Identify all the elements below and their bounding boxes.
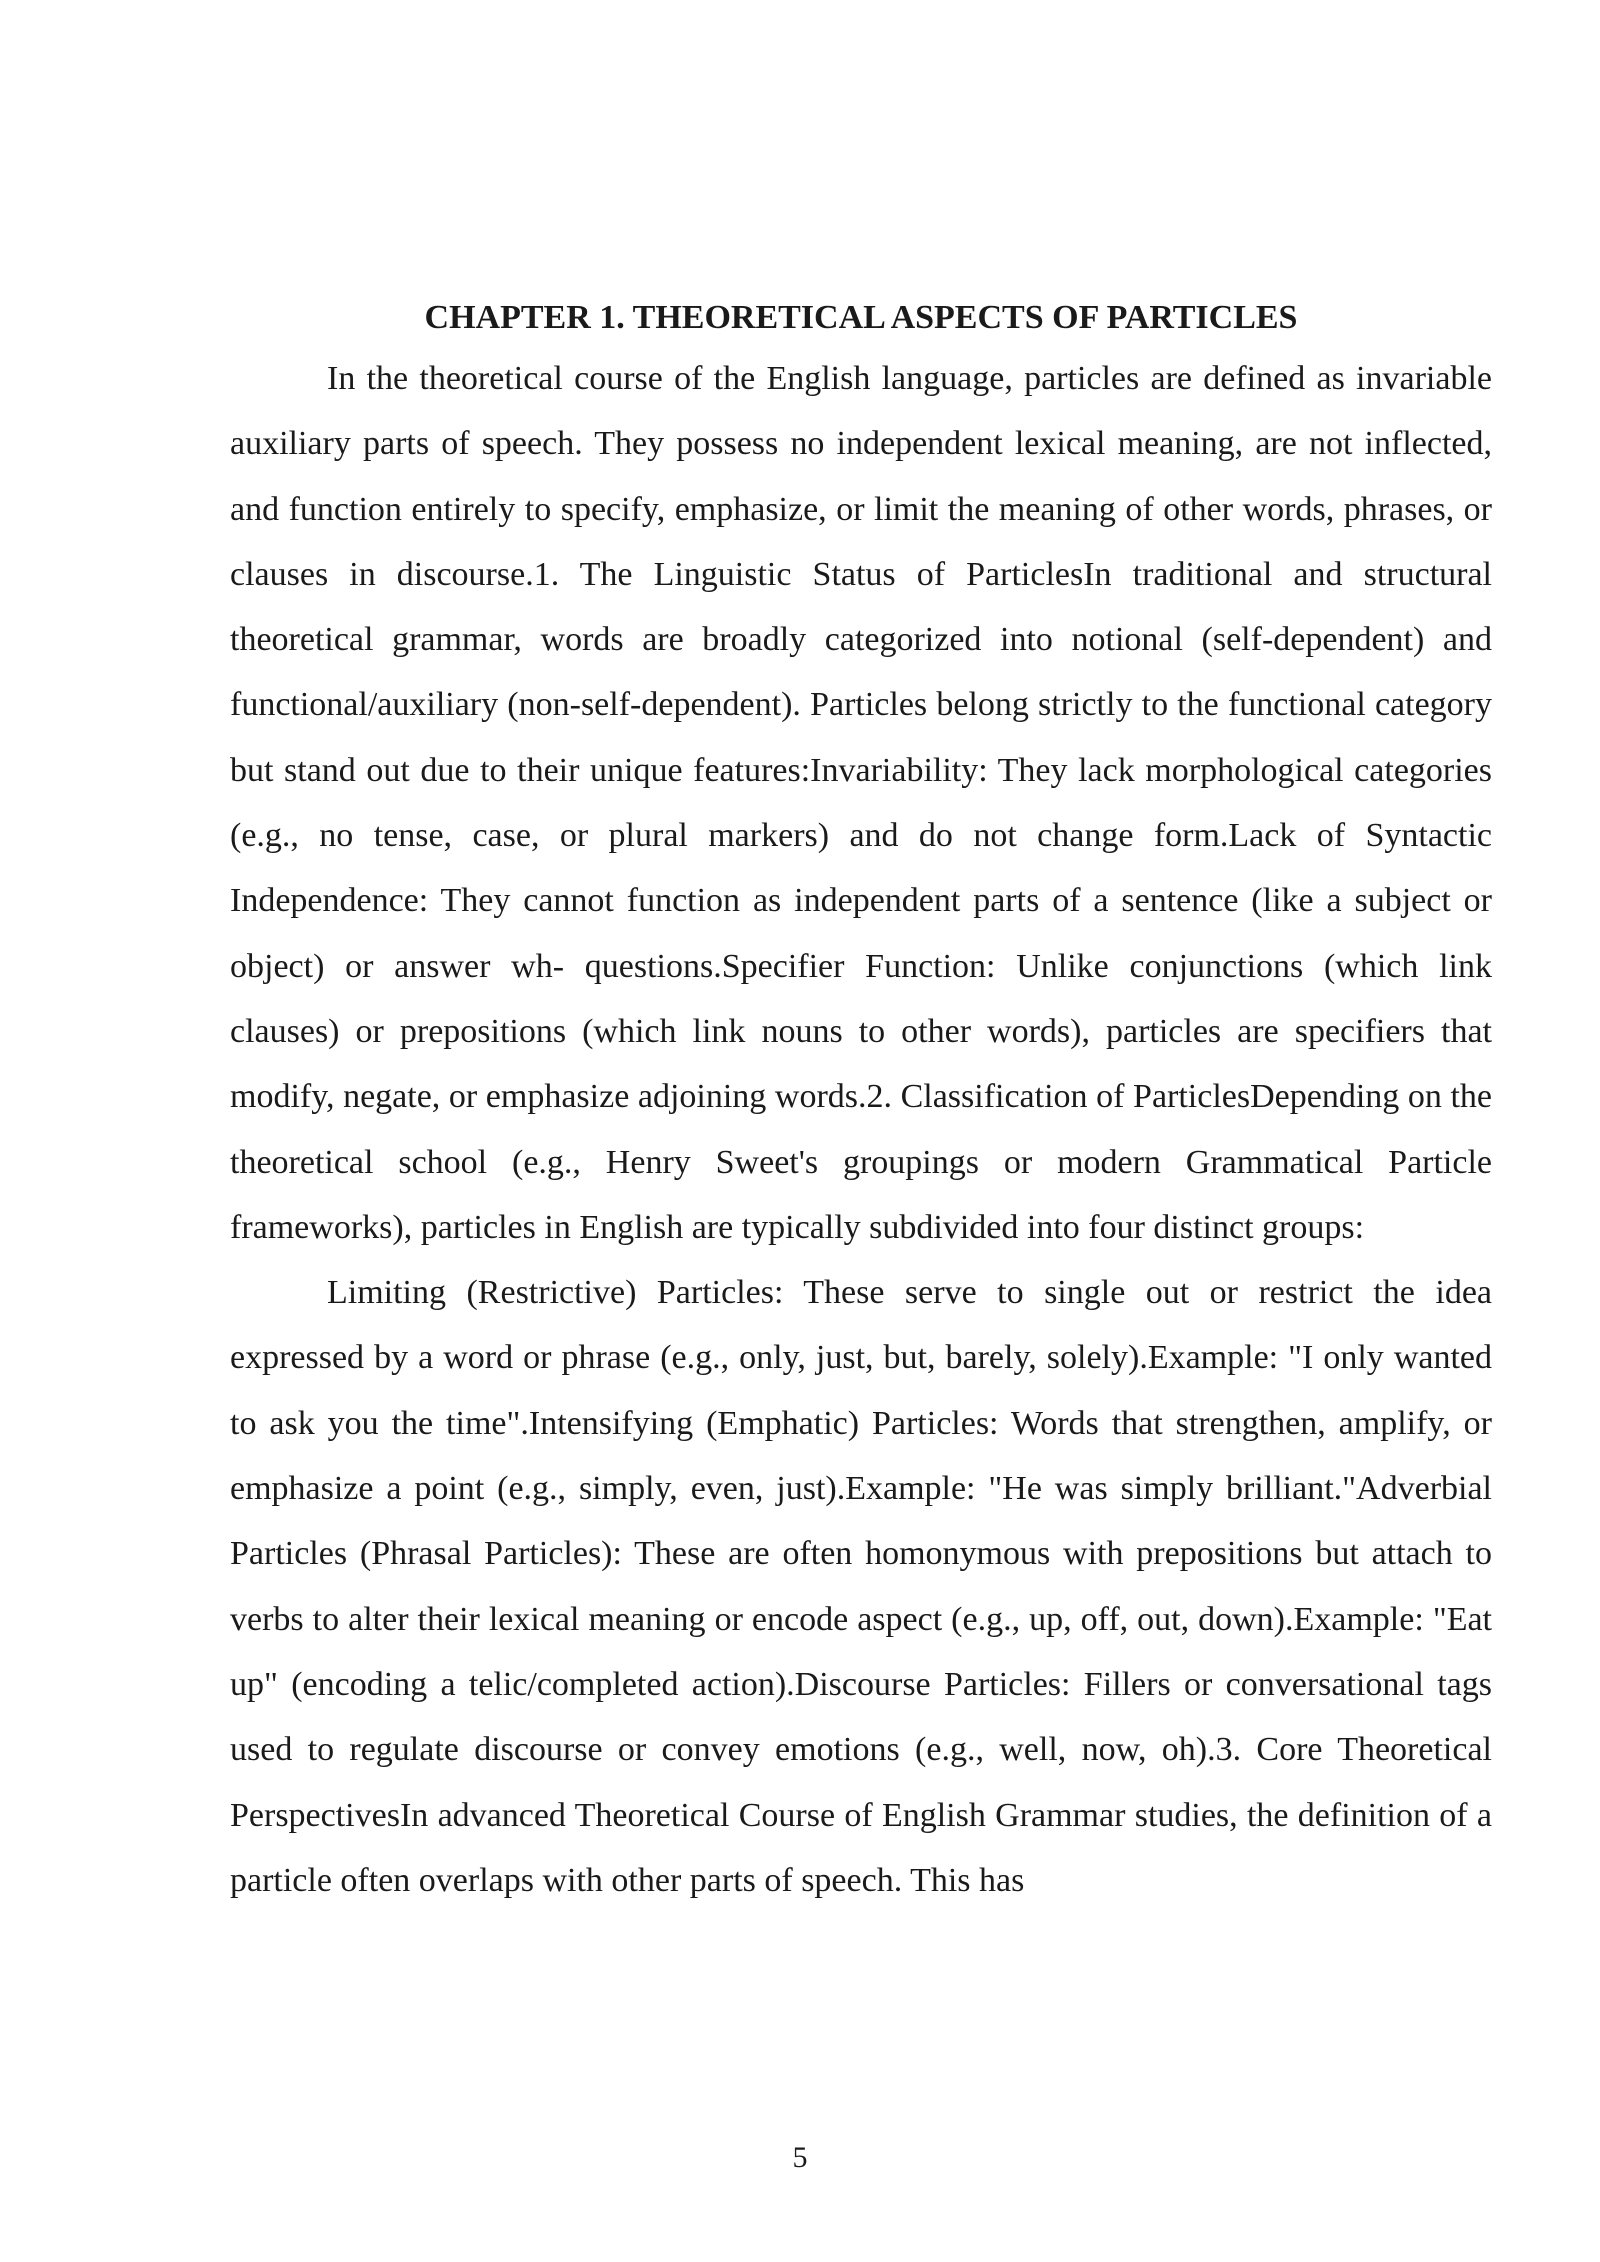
chapter-title: CHAPTER 1. THEORETICAL ASPECTS OF PARTICLES [424,299,1298,336]
page-content [230,290,1492,1913]
body-paragraph-1: In the theoretical course of the English language, particles are defined as invariable auxiliary parts of speech. They possess no independent lexical meaning, are not inflected, and function entirely to specify, emphasize, or limit the meaning of other words, phrases, or clauses in discourse.1. The Linguistic Status of ParticlesIn traditional and structural theoretical grammar, words are broadly categorized into notional (self-dependent) and functional/auxiliary (non-self-dependent). Particles belong strictly to the functional category but stand out due to their unique features:Invariability: They lack morphological categories (e.g., no tense, case, or plural markers) and do not change form.Lack of Syntactic Independence: They cannot function as independent parts of a sentence (like a subject or object) or answer wh- questions.Specifier Function: Unlike conjunctions (which link clauses) or prepositions (which link nouns to other words), particles are specifiers that modify, negate, or emphasize adjoining words.2. Classification of ParticlesDepending on the theoretical school (e.g., Henry Sweet's groupings or modern Grammatical Particle frameworks), particles in English are typically subdivided into four distinct groups: [230,360,1492,1246]
page-number: 5 [792,2141,808,2174]
body-paragraph-2: Limiting (Restrictive) Particles: These serve to single out or restrict the idea expressed by a word or phrase (e.g., only, just, but, barely, solely).Example: "I only wanted to ask you the time".Intensifying (Emphatic) Particles: Words that strengthen, amplify, or emphasize a point (e.g., simply, even, just).Example: "He was simply brilliant."Adverbial Particles (Phrasal Particles): These are often homonymous with prepositions but attach to verbs to alter their lexical meaning or encode aspect (e.g., up, off, out, down).Example: "Eat up" (encoding a telic/completed action).Discourse Particles: Fillers or conversational tags used to regulate discourse or convey emotions (e.g., well, now, oh).3. Core Theoretical PerspectivesIn advanced Theoretical Course of English Grammar studies, the definition of a particle often overlaps with other parts of speech. This has [230,1274,1492,1899]
